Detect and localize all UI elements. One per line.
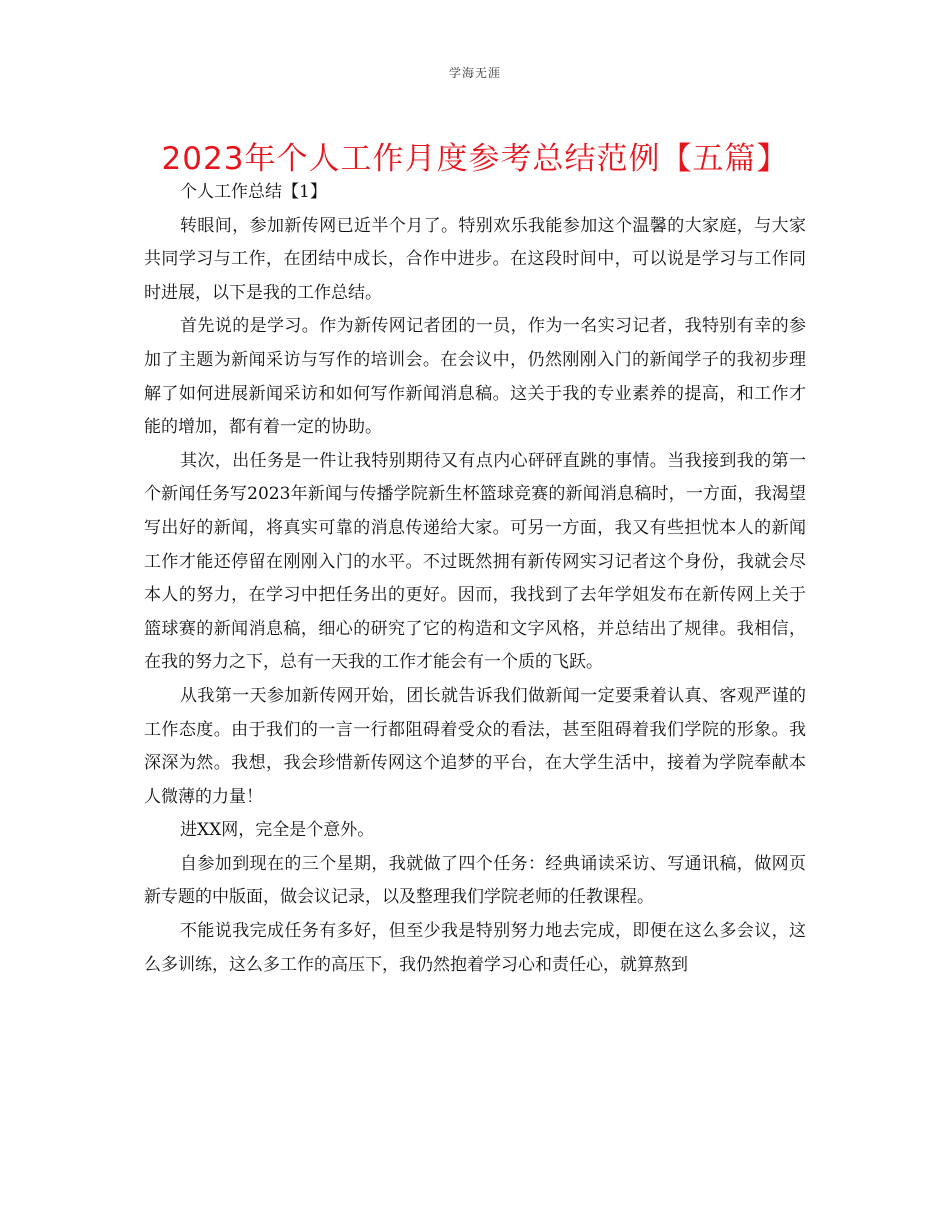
section-heading: 个人工作总结【1】 [180, 182, 327, 202]
document-body [144, 176, 806, 982]
paragraph: 进XX网，完全是个意外。 [180, 820, 375, 841]
paragraph: 转眼间，参加新传网已近半个月了。特别欢乐我能参加这个温馨的大家庭，与大家共同学习与工作，在团结中成长，合作中进步。在这段时间中，可以说是学习与工作同时进展，以下是我的工作总结。 [144, 215, 806, 303]
paragraph: 自参加到现在的三个星期，我就做了四个任务：经典诵读采访、写通讯稿，做网页新专题的中版面，做会议记录，以及整理我们学院老师的任教课程。 [144, 853, 806, 908]
paragraph: 首先说的是学习。作为新传网记者团的一员，作为一名实习记者，我特别有幸的参加了主题为新闻采访与写作的培训会。在会议中，仍然刚刚入门的新闻学子的我初步理解了如何进展新闻采访和如何写作新闻消息稿。这关于我的专业素养的提高，和工作才能的增加，都有着一定的协助。 [144, 316, 806, 438]
page-header: 学海无涯 [448, 66, 501, 80]
paragraph: 从我第一天参加新传网开始，团长就告诉我们做新闻一定要秉着认真、客观严谨的工作态度。由于我们的一言一行都阻碍着受众的看法，甚至阻碍着我们学院的形象。我深深为然。我想，我会珍惜新传网这个追梦的平台，在大学生活中，接着为学院奉献本人微薄的力量！ [144, 685, 806, 807]
document-title: 2023年个人工作月度参考总结范例【五篇】 [161, 141, 789, 177]
paragraph: 其次，出任务是一件让我特别期待又有点内心砰砰直跳的事情。当我接到我的第一个新闻任务写2023年新闻与传播学院新生杯篮球竞赛的新闻消息稿时，一方面，我渴望写出好的新闻，将真实可靠的消息传递给大家。可另一方面，我又有些担忧本人的新闻工作才能还停留在刚刚入门的水平。不过既然拥有新传网实习记者这个身份，我就会尽本人的努力，在学习中把任务出的更好。因而，我找到了去年学姐发布在新传网上关于篮球赛的新闻消息稿，细心的研究了它的构造和文字风格，并总结出了规律。我相信，在我的努力之下，总有一天我的工作才能会有一个质的飞跃。 [144, 450, 806, 673]
paragraph: 不能说我完成任务有多好，但至少我是特别努力地去完成，即便在这么多会议，这么多训练，这么多工作的高压下，我仍然抱着学习心和责任心，就算熬到 [144, 921, 806, 975]
